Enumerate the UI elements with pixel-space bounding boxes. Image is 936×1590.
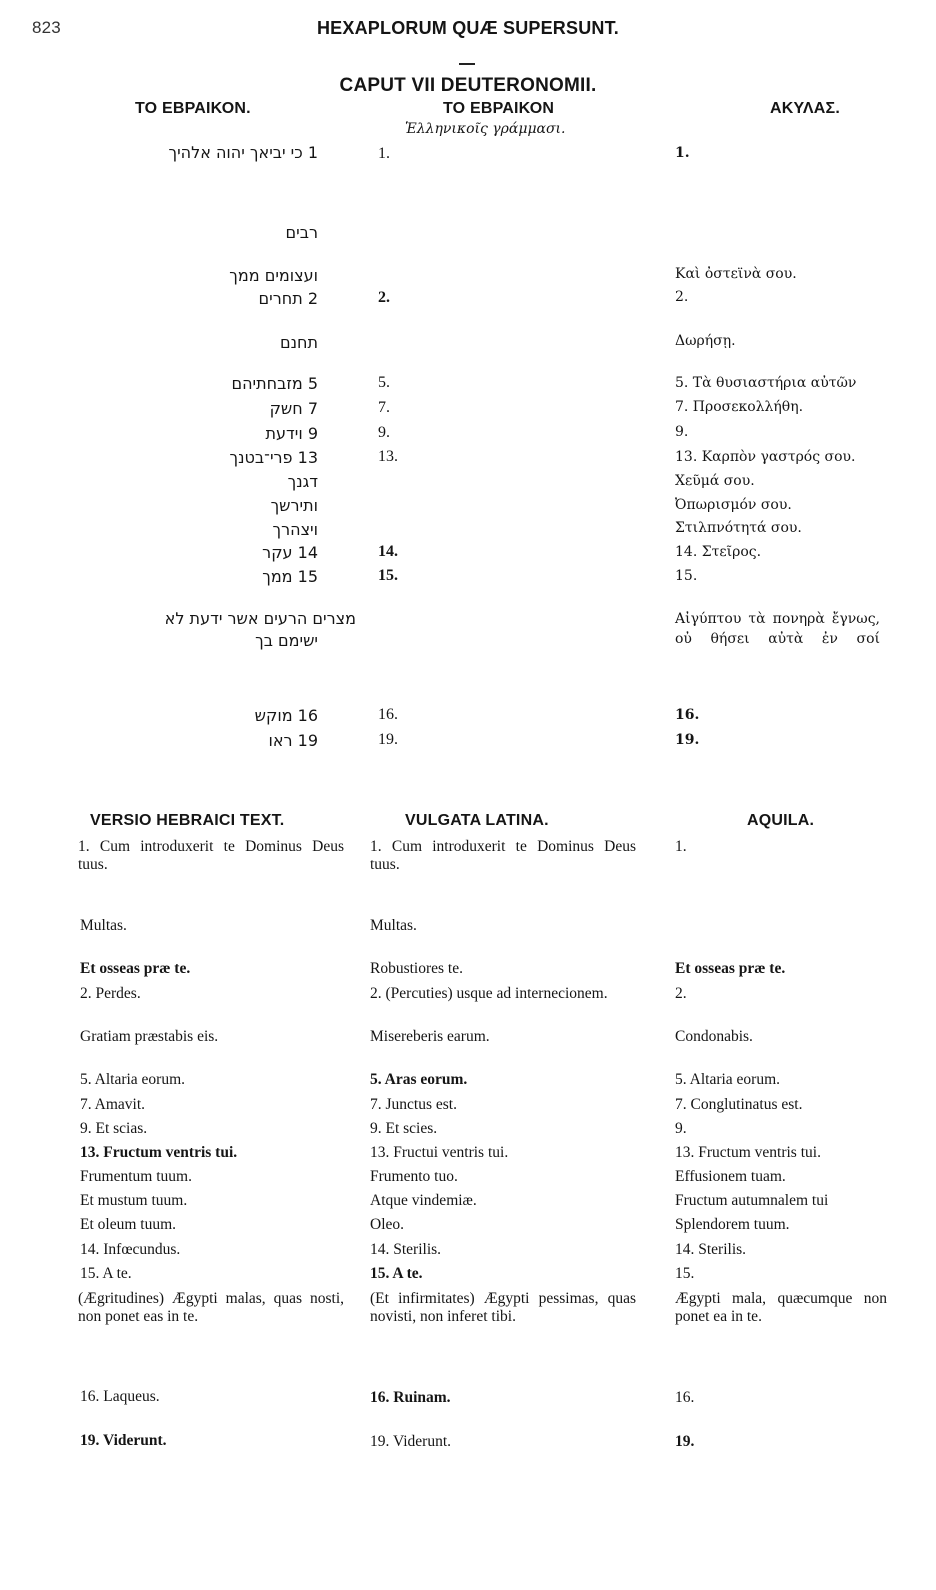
aquila-latin-line: 5. Altaria eorum. [675,1071,781,1088]
aquila-latin-line: Effusionem tuam. [675,1168,786,1185]
aquila-greek-line: 19. [675,732,700,748]
aquila-greek-line: Δωρήσῃ. [675,333,736,349]
vulgata-line: Oleo. [370,1216,405,1233]
hebrew-line: 1 כי יביאך יהוה אלהיך [168,143,318,162]
aquila-latin-line: 2. [675,985,687,1002]
versio-line: Et oleum tuum. [80,1216,177,1233]
hebrew-line: 16 מוקש [254,706,318,725]
chapter-title: CAPUT VII DEUTERONOMII. [339,75,597,96]
hebrew-line: 5 מזבחתיהם [231,374,318,393]
hebrew-line: תחנם [280,333,318,352]
versio-line: 7. Amavit. [80,1096,146,1113]
hebrew-line: ויצהרך [272,520,318,539]
vulgata-line: Frumento tuo. [370,1168,458,1185]
hebrew-line: 2 תחרים [258,289,318,308]
versio-line: 5. Altaria eorum. [80,1071,186,1088]
versio-line: 1. Cum introduxerit te Dominus Deus tuus. [78,838,344,873]
hebrew-line: רבים [285,223,318,242]
transliteration-number: 15. [378,567,398,584]
vulgata-line: 13. Fructui ventris tui. [370,1144,509,1161]
hebrew-line: ותירשך [270,496,318,515]
transliteration-number: 14. [378,543,398,560]
hebrew-line: 9 וידעת [265,424,318,443]
aquila-greek-line: 14. Στεῖρος. [675,544,762,560]
vulgata-line: 5. Aras eorum. [370,1071,468,1088]
transliteration-number: 1. [378,145,390,162]
aquila-greek-line: Ὀπωρισμόν σου. [675,497,792,513]
versio-line: 9. Et scias. [80,1120,148,1137]
aquila-greek-line: 13. Καρπὸν γαστρός σου. [675,449,856,465]
aquila-greek-line: Χεῦμά σου. [675,473,755,489]
versio-line: 15. A te. [80,1265,132,1282]
hebrew-line: 19 ראו [268,731,318,750]
vulgata-line: Robustiores te. [370,960,463,977]
vulgata-line: 1. Cum introduxerit te Dominus Deus tuus. [370,838,636,873]
aquila-greek-line: 1. [675,145,690,161]
column-header-vulgata: VULGATA LATINA. [405,812,549,829]
aquila-latin-line: Splendorem tuum. [675,1216,790,1233]
aquila-greek-line: Καὶ ὀστεϊνὰ σου. [675,266,797,282]
hebrew-line: 13 פרי־בטנך [229,448,318,467]
versio-line: Et mustum tuum. [80,1192,188,1209]
aquila-latin-line: 7. Conglutinatus est. [675,1096,803,1113]
transliteration-number: 5. [378,374,390,391]
aquila-greek-line: 16. [675,707,700,723]
column-header-aquila-latin: AQUILA. [747,812,815,829]
title-rule [459,63,475,65]
aquila-latin-line: 9. [675,1120,687,1137]
column-subheader-transliteration: Ἑλληνικοῖς γράμμασι. [405,121,566,137]
page-number: 823 [32,18,61,37]
aquila-latin-line: 19. [675,1433,695,1450]
versio-line: 2. Perdes. [80,985,141,1002]
versio-line: 14. Infœcundus. [80,1241,181,1258]
aquila-greek-line: 15. [675,568,698,584]
column-header-aquila-greek: ΑΚΥΛΑΣ. [770,100,841,117]
transliteration-number: 2. [378,289,390,306]
column-header-versio: VERSIO HEBRAICI TEXT. [90,812,285,829]
aquila-latin-line: 14. Sterilis. [675,1241,747,1258]
versio-line: Multas. [80,917,127,934]
transliteration-number: 16. [378,706,398,723]
transliteration-number: 9. [378,424,390,441]
hebrew-line: ועצומים ממך [229,266,318,285]
aquila-greek-line: 7. Προσεκολλήθη. [675,399,804,415]
hebrew-line: ישימם בך [255,631,318,650]
vulgata-line: 7. Junctus est. [370,1096,457,1113]
vulgata-line: 16. Ruinam. [370,1389,451,1406]
versio-line: (Ægritudines) Ægypti malas, quas nosti, non ponet eas in te. [78,1290,344,1325]
versio-line: 13. Fructum ventris tui. [80,1144,238,1161]
versio-line: 19. Viderunt. [80,1432,167,1449]
aquila-latin-line: Fructum autumnalem tui [675,1192,829,1209]
column-header-transliteration: ΤΟ ΕΒΡΑΙΚΟΝ [443,100,555,117]
aquila-greek-line: 5. Τὰ θυσιαστήρια αὐτῶν [675,375,857,391]
vulgata-line: (Et infirmitates) Ægypti pessimas, quas novisti, non inferet tibi. [370,1290,636,1325]
vulgata-line: 14. Sterilis. [370,1241,442,1258]
versio-line: 16. Laqueus. [80,1388,160,1405]
aquila-latin-line: 16. [675,1389,695,1406]
versio-line: Frumentum tuum. [80,1168,192,1185]
vulgata-line: Atque vindemiæ. [370,1192,477,1209]
transliteration-number: 7. [378,399,390,416]
hebrew-line: 14 עקר [262,543,318,562]
vulgata-line: 2. (Percuties) usque ad internecionem. [370,985,608,1002]
aquila-latin-line: Condonabis. [675,1028,753,1045]
hebrew-line: 15 ממך [262,567,318,586]
transliteration-number: 19. [378,731,398,748]
hebrew-line: 7 חשק [269,399,318,418]
aquila-greek-paragraph: Αἰγύπτου τὰ πονηρὰ ἔγνως, οὐ θήσει αὐτὰ ἐν σοί [675,611,880,647]
vulgata-line: 9. Et scies. [370,1120,438,1137]
aquila-latin-line: 15. [675,1265,695,1282]
transliteration-number: 13. [378,448,398,465]
hebrew-line: דגנך [287,472,318,491]
aquila-greek-line: 9. [675,424,689,440]
hebrew-line: מצרים הרעים אשר ידעת לא [164,609,356,628]
aquila-latin-line: 1. [675,838,687,855]
aquila-latin-line: Ægypti mala, quæcumque non ponet ea in te. [675,1290,887,1325]
vulgata-line: Multas. [370,917,417,934]
aquila-latin-line: 13. Fructum ventris tui. [675,1144,821,1161]
column-header-hebrew: ΤΟ ΕΒΡΑΙΚΟΝ. [135,100,251,117]
aquila-greek-line: Στιλπνότητά σου. [675,520,802,536]
aquila-greek-line: 2. [675,289,689,305]
vulgata-line: 15. A te. [370,1265,423,1282]
vulgata-line: 19. Viderunt. [370,1433,452,1450]
aquila-latin-line: Et osseas præ te. [675,960,786,977]
versio-line: Gratiam præstabis eis. [80,1028,219,1045]
vulgata-line: Misereberis earum. [370,1028,490,1045]
versio-line: Et osseas præ te. [80,960,191,977]
running-title: HEXAPLORUM QUÆ SUPERSUNT. [316,18,620,38]
